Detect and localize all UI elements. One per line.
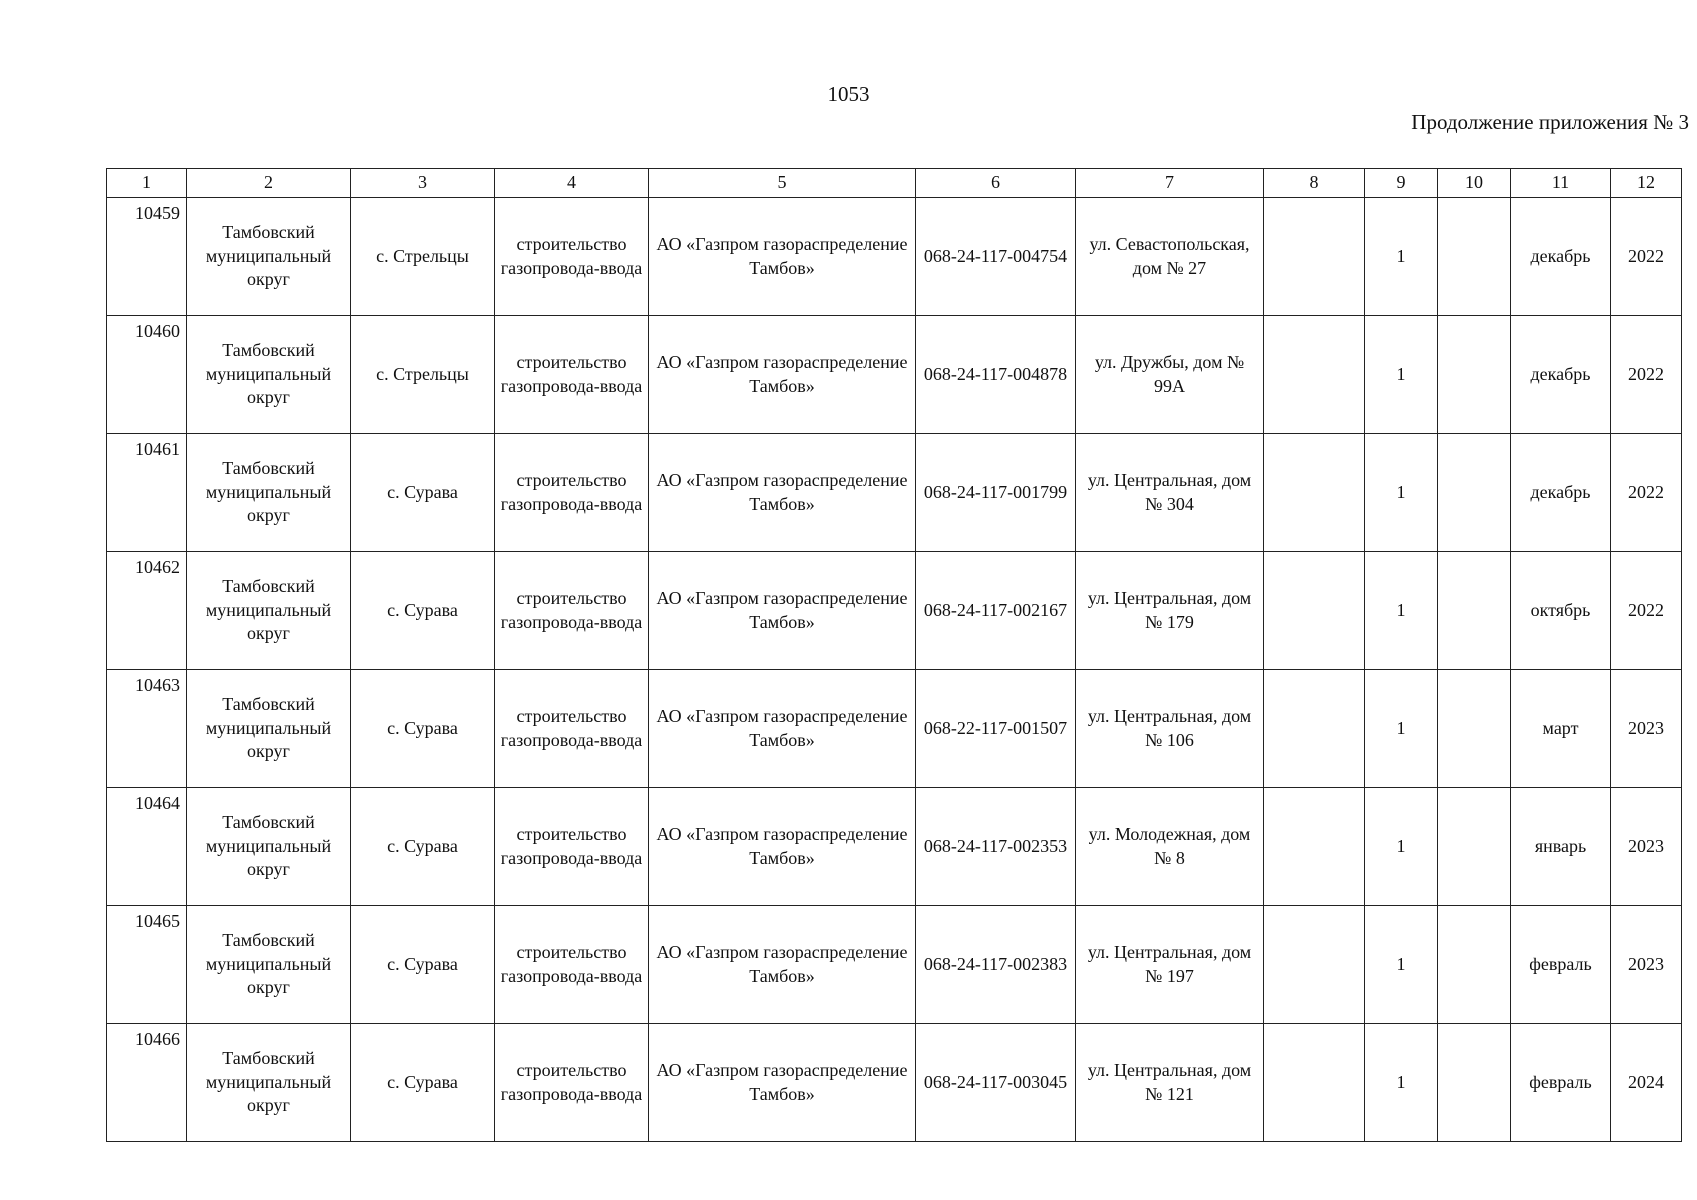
district-cell: Тамбовский муниципальный округ [187, 788, 351, 906]
district-cell: Тамбовский муниципальный округ [187, 198, 351, 316]
settlement-cell: с. Сурава [351, 434, 495, 552]
settlement-cell: с. Сурава [351, 788, 495, 906]
work-type-cell: строительство газопровода-ввода [495, 788, 649, 906]
row-number: 10462 [107, 552, 187, 670]
settlement-cell: с. Стрельцы [351, 316, 495, 434]
column-10-cell [1438, 670, 1511, 788]
column-8-cell [1264, 670, 1365, 788]
work-type-cell: строительство газопровода-ввода [495, 906, 649, 1024]
column-8-cell [1264, 788, 1365, 906]
object-code-cell: 068-24-117-003045 [916, 1024, 1076, 1142]
quantity-cell: 1 [1365, 1024, 1438, 1142]
address-cell: ул. Центральная, дом № 197 [1076, 906, 1264, 1024]
page-number: 1053 [827, 82, 870, 106]
appendix-title: Продолжение приложения № 3 [1411, 110, 1689, 134]
address-cell: ул. Центральная, дом № 304 [1076, 434, 1264, 552]
year-cell: 2023 [1611, 906, 1682, 1024]
column-8-cell [1264, 906, 1365, 1024]
table-row [107, 198, 1682, 316]
column-header: 7 [1076, 169, 1264, 198]
object-code-cell: 068-24-117-002383 [916, 906, 1076, 1024]
month-cell: январь [1511, 788, 1611, 906]
organization-cell: АО «Газпром газораспределение Тамбов» [649, 316, 916, 434]
table-row [107, 1024, 1682, 1142]
month-cell: октябрь [1511, 552, 1611, 670]
row-number: 10459 [107, 198, 187, 316]
column-header: 12 [1611, 169, 1682, 198]
year-cell: 2022 [1611, 316, 1682, 434]
settlement-cell: с. Сурава [351, 1024, 495, 1142]
settlement-cell: с. Сурава [351, 552, 495, 670]
column-header: 1 [107, 169, 187, 198]
column-header: 3 [351, 169, 495, 198]
object-code-cell: 068-24-117-002353 [916, 788, 1076, 906]
column-10-cell [1438, 788, 1511, 906]
column-10-cell [1438, 316, 1511, 434]
column-header: 5 [649, 169, 916, 198]
table-row [107, 316, 1682, 434]
column-8-cell [1264, 434, 1365, 552]
column-header: 11 [1511, 169, 1611, 198]
district-cell: Тамбовский муниципальный округ [187, 316, 351, 434]
row-number: 10463 [107, 670, 187, 788]
quantity-cell: 1 [1365, 434, 1438, 552]
district-cell: Тамбовский муниципальный округ [187, 1024, 351, 1142]
work-type-cell: строительство газопровода-ввода [495, 434, 649, 552]
column-header: 6 [916, 169, 1076, 198]
address-cell: ул. Молодежная, дом № 8 [1076, 788, 1264, 906]
address-cell: ул. Дружбы, дом № 99А [1076, 316, 1264, 434]
row-number: 10460 [107, 316, 187, 434]
year-cell: 2022 [1611, 434, 1682, 552]
year-cell: 2024 [1611, 1024, 1682, 1142]
organization-cell: АО «Газпром газораспределение Тамбов» [649, 552, 916, 670]
quantity-cell: 1 [1365, 670, 1438, 788]
month-cell: февраль [1511, 1024, 1611, 1142]
register-table [106, 168, 1682, 1142]
month-cell: март [1511, 670, 1611, 788]
table-row [107, 434, 1682, 552]
column-8-cell [1264, 316, 1365, 434]
work-type-cell: строительство газопровода-ввода [495, 1024, 649, 1142]
work-type-cell: строительство газопровода-ввода [495, 316, 649, 434]
column-header: 8 [1264, 169, 1365, 198]
organization-cell: АО «Газпром газораспределение Тамбов» [649, 198, 916, 316]
year-cell: 2022 [1611, 552, 1682, 670]
column-10-cell [1438, 906, 1511, 1024]
month-cell: декабрь [1511, 434, 1611, 552]
settlement-cell: с. Сурава [351, 670, 495, 788]
table-row [107, 788, 1682, 906]
column-10-cell [1438, 198, 1511, 316]
address-cell: ул. Севастопольская, дом № 27 [1076, 198, 1264, 316]
row-number: 10461 [107, 434, 187, 552]
organization-cell: АО «Газпром газораспределение Тамбов» [649, 434, 916, 552]
column-10-cell [1438, 552, 1511, 670]
column-number-row [107, 169, 1682, 198]
row-number: 10465 [107, 906, 187, 1024]
district-cell: Тамбовский муниципальный округ [187, 906, 351, 1024]
quantity-cell: 1 [1365, 906, 1438, 1024]
work-type-cell: строительство газопровода-ввода [495, 198, 649, 316]
district-cell: Тамбовский муниципальный округ [187, 552, 351, 670]
table-row [107, 552, 1682, 670]
year-cell: 2022 [1611, 198, 1682, 316]
quantity-cell: 1 [1365, 788, 1438, 906]
column-8-cell [1264, 1024, 1365, 1142]
row-number: 10464 [107, 788, 187, 906]
work-type-cell: строительство газопровода-ввода [495, 670, 649, 788]
object-code-cell: 068-24-117-001799 [916, 434, 1076, 552]
year-cell: 2023 [1611, 670, 1682, 788]
quantity-cell: 1 [1365, 198, 1438, 316]
address-cell: ул. Центральная, дом № 106 [1076, 670, 1264, 788]
column-header: 9 [1365, 169, 1438, 198]
column-header: 2 [187, 169, 351, 198]
district-cell: Тамбовский муниципальный округ [187, 434, 351, 552]
organization-cell: АО «Газпром газораспределение Тамбов» [649, 788, 916, 906]
column-header: 10 [1438, 169, 1511, 198]
column-header: 4 [495, 169, 649, 198]
settlement-cell: с. Сурава [351, 906, 495, 1024]
quantity-cell: 1 [1365, 316, 1438, 434]
settlement-cell: с. Стрельцы [351, 198, 495, 316]
organization-cell: АО «Газпром газораспределение Тамбов» [649, 1024, 916, 1142]
month-cell: февраль [1511, 906, 1611, 1024]
year-cell: 2023 [1611, 788, 1682, 906]
object-code-cell: 068-24-117-004878 [916, 316, 1076, 434]
object-code-cell: 068-24-117-002167 [916, 552, 1076, 670]
column-10-cell [1438, 1024, 1511, 1142]
month-cell: декабрь [1511, 198, 1611, 316]
table-row [107, 670, 1682, 788]
column-8-cell [1264, 552, 1365, 670]
month-cell: декабрь [1511, 316, 1611, 434]
quantity-cell: 1 [1365, 552, 1438, 670]
address-cell: ул. Центральная, дом № 179 [1076, 552, 1264, 670]
organization-cell: АО «Газпром газораспределение Тамбов» [649, 906, 916, 1024]
district-cell: Тамбовский муниципальный округ [187, 670, 351, 788]
object-code-cell: 068-22-117-001507 [916, 670, 1076, 788]
object-code-cell: 068-24-117-004754 [916, 198, 1076, 316]
column-10-cell [1438, 434, 1511, 552]
organization-cell: АО «Газпром газораспределение Тамбов» [649, 670, 916, 788]
row-number: 10466 [107, 1024, 187, 1142]
work-type-cell: строительство газопровода-ввода [495, 552, 649, 670]
address-cell: ул. Центральная, дом № 121 [1076, 1024, 1264, 1142]
column-8-cell [1264, 198, 1365, 316]
table-row [107, 906, 1682, 1024]
